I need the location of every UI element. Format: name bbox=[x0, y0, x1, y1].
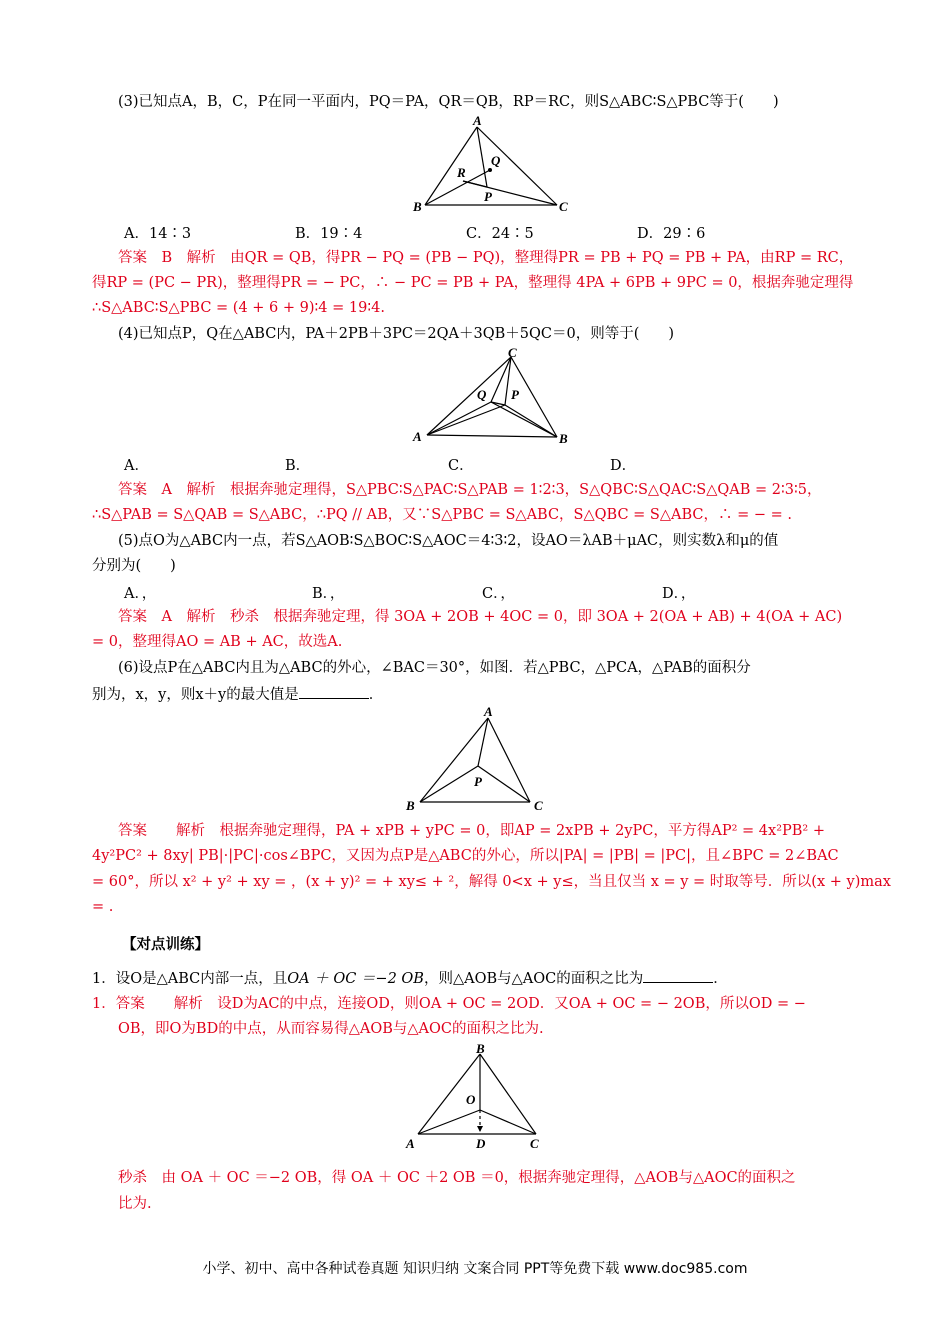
q3-label-q: Q bbox=[491, 153, 501, 168]
q4-label-q: Q bbox=[477, 387, 487, 402]
q3-label-b: B bbox=[413, 199, 422, 214]
q3-option-d: D．29∶6 bbox=[637, 226, 706, 242]
q6-label-p: P bbox=[474, 774, 482, 789]
q3-stem: (3)已知点A，B，C，P在同一平面内，PQ＝PA，QR＝QB，RP＝RC，则S△ABC∶S△PBC等于( ) bbox=[118, 94, 779, 110]
training-title: 【对点训练】 bbox=[122, 936, 209, 953]
q5-option-a: A．， bbox=[124, 586, 157, 602]
q4-triangle-figure bbox=[405, 345, 585, 447]
q3-answer-line-3: ∴S△ABC∶S△PBC = (4 + 6 + 9)∶4 = 19∶4. bbox=[92, 300, 385, 316]
q3-label-c: C bbox=[559, 199, 568, 214]
q4-option-b: B． bbox=[285, 458, 311, 474]
q6-stem-text: 别为，x，y，则x＋y的最大值是 bbox=[92, 687, 299, 703]
q5-option-d: D．， bbox=[662, 586, 696, 602]
training-q1-stem-a: 1．设O是△ABC内部一点，且 bbox=[92, 971, 288, 987]
q3-answer-line-1: 答案 B 解析 由QR = QB，得PR − PQ = (PB − PQ)，整理得PR = PB + PQ = PB + PA，由RP = RC， bbox=[118, 250, 854, 266]
training-q1-stem bbox=[92, 968, 858, 989]
q4-label-p: P bbox=[511, 387, 519, 402]
q4-stem: (4)已知点P，Q在△ABC内，PA＋2PB＋3PC＝2QA＋3QB＋5QC＝0，则等于( ) bbox=[118, 326, 675, 342]
q6-label-a: A bbox=[484, 704, 493, 719]
training-label-d: D bbox=[476, 1136, 486, 1151]
training-triangle-figure bbox=[400, 1042, 560, 1154]
q6-stem-line-2 bbox=[92, 684, 858, 705]
training-q1-vector-eq: OA ＋ OC ＝−2 OB bbox=[287, 971, 424, 987]
q3-option-c: C．24∶5 bbox=[466, 226, 534, 242]
training-q1-answer-blank[interactable] bbox=[643, 968, 713, 983]
training-label-c: C bbox=[530, 1136, 539, 1151]
q4-answer-line-1: 答案 A 解析 根据奔驰定理得，S△PBC∶S△PAC∶S△PAB = 1∶2∶3，S△QBC∶S△QAC∶S△QAB = 2∶3∶5， bbox=[118, 482, 822, 498]
q4-option-d: D． bbox=[610, 458, 637, 474]
training-label-o: O bbox=[466, 1092, 476, 1107]
training-q1-stem-end: ． bbox=[713, 971, 728, 987]
training-label-a: A bbox=[406, 1136, 415, 1151]
q6-answer-line-1: 答案 解析 根据奔驰定理得，PA + xPB + yPC = 0，即AP = 2xPB + 2yPC，平方得AP² = 4x²PB² + bbox=[118, 823, 826, 839]
q6-answer-line-4: = . bbox=[92, 899, 114, 915]
q3-option-a: A．14∶3 bbox=[124, 226, 192, 242]
training-label-b: B bbox=[476, 1042, 485, 1056]
q3-label-p: P bbox=[484, 189, 492, 204]
q5-answer-line-1: 答案 A 解析 秒杀 根据奔驰定理，得 3OA + 2OB + 4OC = 0，即 3OA + 2(OA + AB) + 4(OA + AC) bbox=[118, 609, 843, 625]
q3-label-r: R bbox=[457, 165, 466, 180]
q6-answer-blank[interactable] bbox=[299, 684, 369, 699]
training-quick-line-1: 秒杀 由 OA ＋ OC ＝−2 OB，得 OA ＋ OC ＋2 OB ＝0，根据奔驰定理得，△AOB与△AOC的面积之 bbox=[118, 1170, 796, 1186]
q5-stem-line-1: (5)点O为△ABC内一点，若S△AOB∶S△BOC∶S△AOC＝4∶3∶2，设AO＝λAB＋μAC，则实数λ和μ的值 bbox=[118, 533, 779, 549]
training-q1-answer-line-2: OB，即O为BD的中点，从而容易得△AOB与△AOC的面积之比为. bbox=[118, 1021, 544, 1037]
training-quick-line-2: 比为. bbox=[118, 1196, 152, 1212]
q3-triangle-figure bbox=[405, 115, 585, 217]
q4-label-c: C bbox=[508, 345, 517, 360]
q6-stem-end: ． bbox=[368, 687, 384, 703]
q6-label-b: B bbox=[406, 798, 415, 813]
q6-answer-line-3: = 60°，所以 x² + y² + xy = ，(x + y)² = + xy≤ + ²，解得 0<x + y≤，当且仅当 x = y = 时取等号．所以(x + y)max bbox=[92, 874, 891, 890]
q4-option-c: C． bbox=[448, 458, 474, 474]
q3-option-b: B．19∶4 bbox=[295, 226, 363, 242]
q6-triangle-figure bbox=[400, 704, 560, 816]
q4-label-a: A bbox=[413, 429, 422, 444]
q6-answer-line-2: 4y²PC² + 8xy| PB|·|PC|·cos∠BPC，又因为点P是△ABC的外心，所以|PA| = |PB| = |PC|，且∠BPC = 2∠BAC bbox=[92, 848, 839, 864]
q4-answer-line-2: ∴S△PAB = S△QAB = S△ABC，∴PQ // AB，又∵S△PBC = S△ABC，S△QBC = S△ABC，∴ = − = . bbox=[92, 507, 792, 523]
q5-stem-line-2: 分别为( ) bbox=[92, 558, 176, 574]
q4-label-b: B bbox=[559, 431, 568, 446]
training-q1-stem-b: ，则△AOB与△AOC的面积之比为 bbox=[423, 971, 644, 987]
q6-label-c: C bbox=[534, 798, 543, 813]
q6-stem-line-1: (6)设点P在△ABC内且为△ABC的外心，∠BAC＝30°，如图．若△PBC，△PCA，△PAB的面积分 bbox=[118, 660, 751, 676]
page-footer: 小学、初中、高中各种试卷真题 知识归纳 文案合同 PPT等免费下载 www.doc985.com bbox=[202, 1261, 748, 1277]
q3-label-a: A bbox=[473, 115, 482, 128]
q5-answer-line-2: = 0，整理得AO = AB + AC，故选A. bbox=[92, 634, 343, 650]
q3-answer-line-2: 得RP = (PC − PR)，整理得PR = − PC，∴ − PC = PB + PA，整理得 4PA + 6PB + 9PC = 0，根据奔驰定理得 bbox=[92, 275, 854, 291]
training-q1-answer-line-1: 1．答案 解析 设D为AC的中点，连接OD，则OA + OC = 2OD．又OA + OC = − 2OB，所以OD = − bbox=[92, 996, 806, 1012]
q4-option-a: A． bbox=[124, 458, 149, 474]
q5-option-c: C．， bbox=[482, 586, 515, 602]
q5-option-b: B．， bbox=[312, 586, 345, 602]
